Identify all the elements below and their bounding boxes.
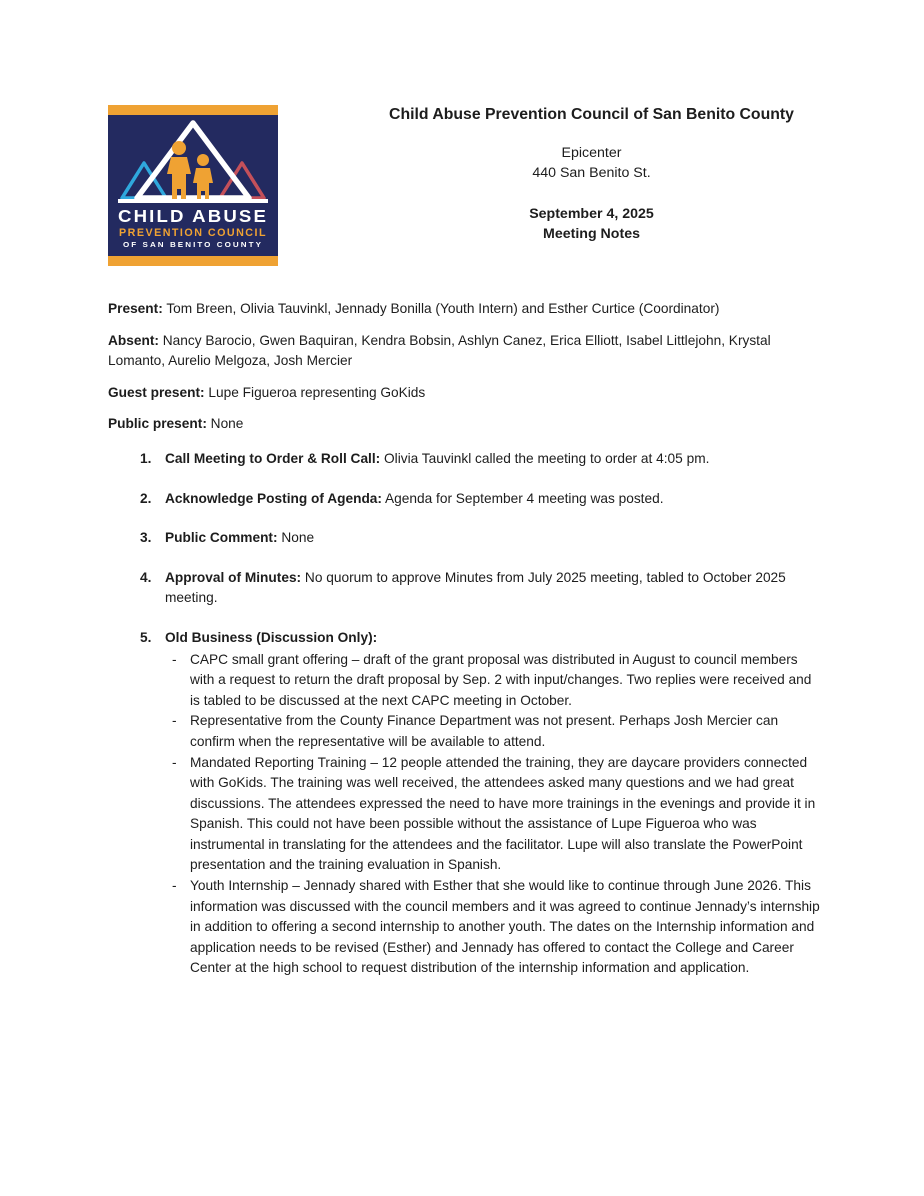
document-title: Child Abuse Prevention Council of San Benito County — [389, 106, 794, 123]
attendance-label: Public present: — [108, 416, 207, 432]
agenda-item-label: Acknowledge Posting of Agenda: — [165, 490, 382, 506]
agenda-item-body — [165, 568, 820, 609]
attendance-text: Lupe Figueroa representing GoKids — [204, 384, 426, 400]
dash-bullet: - — [172, 878, 177, 894]
agenda-item-label: Old Business (Discussion Only): — [165, 629, 378, 645]
dash-bullet: - — [172, 713, 177, 729]
dash-bullet: - — [172, 651, 177, 667]
agenda-item — [108, 489, 820, 510]
agenda-item-text: Agenda for September 4 meeting was posted. — [381, 490, 664, 506]
meeting-date: September 4, 2025 — [529, 205, 654, 222]
agenda-list — [108, 449, 820, 979]
agenda-sub-item — [165, 753, 820, 877]
agenda-item-body — [165, 449, 820, 470]
attendance-row — [108, 383, 820, 404]
agenda-number: 5. — [140, 629, 152, 645]
agenda-item-label: Approval of Minutes: — [165, 569, 302, 585]
agenda-item-text: None — [277, 530, 315, 546]
agenda-item — [108, 449, 820, 470]
logo-text-line3: OF SAN BENITO COUNTY — [123, 242, 263, 249]
logo-bottom-bar — [108, 256, 278, 266]
dash-bullet: - — [172, 754, 177, 770]
agenda-item-body — [165, 489, 820, 510]
agenda-sub-list — [165, 650, 820, 980]
agenda-sub-text: CAPC small grant offering – draft of the grant proposal was distributed in August to council members with a request to return the draft proposal by Sep. 2 with input/changes. Two replies were received and is tabled to be discussed at the next CAPC meeting in October. — [190, 651, 812, 708]
capc-logo — [108, 103, 278, 268]
agenda-number: 3. — [140, 530, 152, 546]
attendance-section — [108, 299, 820, 435]
attendance-label: Absent: — [108, 332, 159, 348]
agenda-item-body — [165, 628, 820, 979]
attendance-row — [108, 414, 820, 435]
agenda-number: 1. — [140, 450, 152, 466]
agenda-item — [108, 528, 820, 549]
logo-baseline — [118, 199, 268, 203]
agenda-sub-item — [165, 650, 820, 712]
capc-logo-graphic — [108, 103, 278, 268]
attendance-row — [108, 299, 820, 320]
document-header — [278, 105, 905, 245]
agenda-sub-item — [165, 711, 820, 752]
agenda-item-label: Public Comment: — [165, 530, 278, 546]
attendance-label: Guest present: — [108, 384, 205, 400]
agenda-item-body — [165, 528, 820, 549]
agenda-sub-text: Representative from the County Finance Department was not present. Perhaps Josh Mercier can confirm when the representative will be available to attend. — [190, 713, 779, 749]
logo-top-bar — [108, 105, 278, 115]
attendance-text: Tom Breen, Olivia Tauvinkl, Jennady Bonilla (Youth Intern) and Esther Curtice (Coordinator) — [162, 301, 720, 316]
agenda-sub-text: Youth Internship – Jennady shared with Esther that she would like to continue through June 2026. This information was discussed with the council members and it was agreed to continue Jennady’s internship in addition to offering a second internship to another youth. The dates on the Internship information and application needs to be revised (Esther) and Jennady has offered to contact the College and Career Center at the high school to request distribution of the internship information and application. — [190, 878, 820, 976]
document-type: Meeting Notes — [543, 226, 640, 242]
agenda-item — [108, 568, 820, 609]
attendance-label: Present: — [108, 301, 163, 316]
header-spacer — [278, 184, 905, 204]
agenda-number: 2. — [140, 490, 152, 506]
venue-address: 440 San Benito St. — [532, 165, 651, 181]
venue-name: Epicenter — [561, 144, 622, 161]
agenda-item-label: Call Meeting to Order & Roll Call: — [165, 450, 381, 466]
attendance-row — [108, 331, 820, 372]
logo-text-line2: PREVENTION COUNCIL — [119, 227, 267, 239]
agenda-item — [108, 628, 820, 979]
attendance-text: None — [206, 416, 244, 432]
document-body — [108, 299, 820, 979]
attendance-text: Nancy Barocio, Gwen Baquiran, Kendra Bobsin, Ashlyn Canez, Erica Elliott, Isabel Littlejohn, Krystal Lomanto, Aurelio Melgoza, Josh Mercier — [108, 332, 771, 369]
logo-text-line1: CHILD ABUSE — [118, 206, 268, 226]
agenda-item-text: Olivia Tauvinkl called the meeting to order at 4:05 pm. — [380, 450, 710, 466]
agenda-sub-text: Mandated Reporting Training – 12 people attended the training, they are daycare providers connected with GoKids. The training was well received, the attendees asked many questions and we had great discussions. The attendees expressed the need to have more trainings in the evenings and provide it in Spanish. This could not have been possible without the assistance of Lupe Figueroa who was instrumental in translating for the attendees and the facilitator. Lupe will also translate the PowerPoint presentation and the training evaluation in Spanish. — [190, 754, 816, 873]
agenda-item-text: No quorum to approve Minutes from July 2025 meeting, tabled to October 2025 meeting. — [165, 569, 786, 606]
agenda-sub-item — [165, 876, 820, 979]
agenda-number: 4. — [140, 569, 152, 585]
